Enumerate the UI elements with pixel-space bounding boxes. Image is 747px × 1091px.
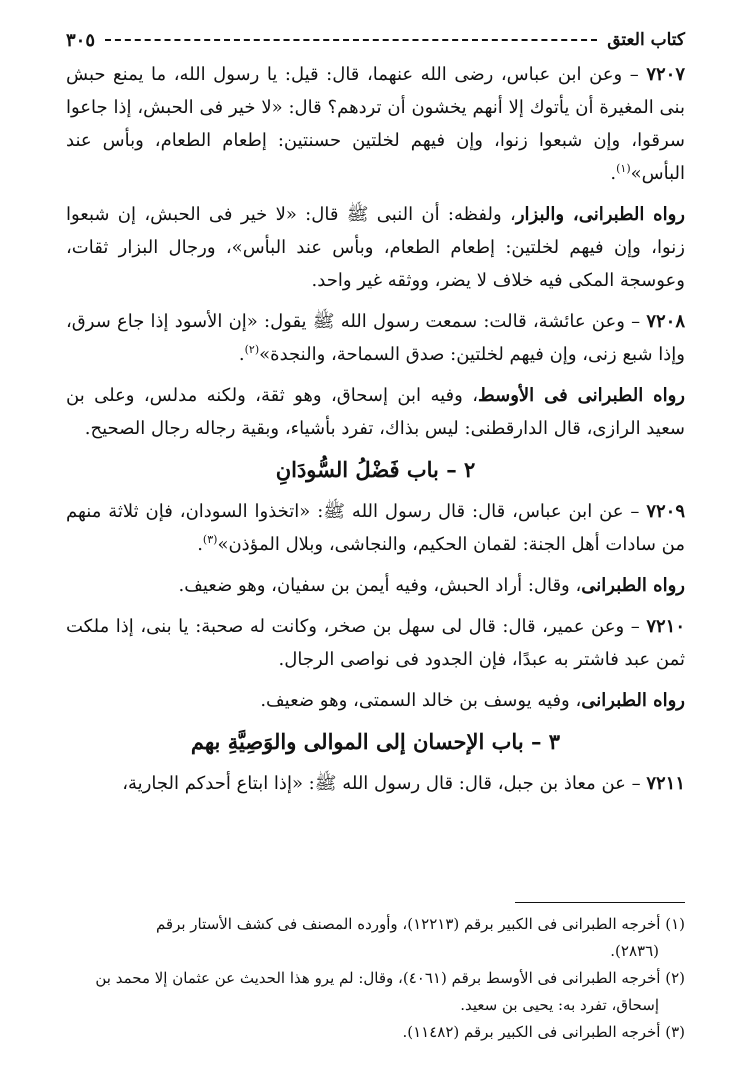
hadith-7210 [66, 610, 685, 676]
hadith-7208 [66, 305, 685, 371]
narration-source: رواه الطبرانى فى الأوسط [478, 385, 685, 406]
hadith-text: – عن ابن عباس، قال: قال رسول الله ﷺ: «اتخذوا السودان، فإن ثلاثة منهم من سادات أهل الجنة: لقمان الحكيم، والنجاشى، وبلال المؤذن» [66, 501, 685, 555]
page-number: ٣٠٥ [66, 29, 96, 51]
chapter-heading-2: ٢ – باب فَضْلُ السُّودَانِ [275, 457, 476, 482]
book-title: كتاب العتق [607, 30, 685, 50]
hadith-7209 [66, 495, 685, 561]
sentence-end: . [238, 344, 245, 365]
footnote-ref: (٢) [244, 343, 260, 356]
hadith-text: – وعن عمير، قال: قال لى سهل بن صخر، وكانت له صحبة: يا بنى، إذا ملكت ثمن عبد فاشتر به عبدًا، فإن الجدود فى نواصى الرجال. [66, 616, 685, 670]
narration-source: رواه الطبرانى [581, 690, 685, 711]
narration-note-4 [66, 684, 685, 717]
narration-text: ، وفيه ابن إسحاق، وهو ثقة، ولكنه مدلس، وعلى بن سعيد الرازى، قال الدارقطنى: ليس بذاك، تفرد بأشياء، وبقية رجاله رجال الصحيح. [66, 385, 685, 439]
narration-note-3 [66, 569, 685, 602]
narration-source: رواه الطبرانى، والبزار [515, 204, 685, 225]
hadith-number: ٧٢٠٨ [646, 311, 685, 332]
page-header [66, 22, 685, 58]
sentence-end: . [197, 534, 203, 555]
hadith-number: ٧٢١١ [646, 773, 685, 794]
narration-note-2 [66, 379, 685, 445]
page-body [66, 58, 685, 800]
footnote-ref: (٣) [202, 533, 218, 546]
chapter-heading-3: ٣ – باب الإحسان إلى الموالى والوَصِيَّةِ بهم [190, 729, 561, 754]
footnote-1: (١) أخرجه الطبرانى فى الكبير برقم (١٢٢١٣)، وأورده المصنف فى كشف الأستار برقم [155, 915, 685, 933]
narration-text: ، وقال: أراد الحبش، وفيه أيمن بن سفيان، وهو ضعيف. [178, 575, 582, 596]
hadith-number: ٧٢١٠ [646, 616, 685, 637]
narration-source: رواه الطبرانى [581, 575, 685, 596]
sentence-end: . [610, 163, 617, 184]
footnote-2: (٢) أخرجه الطبرانى فى الأوسط برقم (٤٠٦١)، وقال: لم يرو هذا الحديث عن عثمان إلا محمد بن [95, 969, 685, 987]
narration-text: ، وفيه يوسف بن خالد السمتى، وهو ضعيف. [260, 690, 582, 711]
footnote-2-continued: إسحاق، تفرد به: يحيى بن سعيد. [460, 996, 659, 1014]
header-dashed-rule [105, 39, 597, 41]
hadith-number: ٧٢٠٩ [646, 501, 685, 522]
footnotes-section [66, 902, 685, 1046]
hadith-text: – عن معاذ بن جبل، قال: قال رسول الله ﷺ: «إذا ابتاع أحدكم الجارية، [122, 773, 647, 794]
hadith-text: – وعن ابن عباس، رضى الله عنهما، قال: قيل: يا رسول الله، ما يمنع حبش بنى المغيرة أن يأتوك إلا أنهم يخشون أن تردهم؟ قال: «لا خير فى الحبش، إذا جاعوا سرقوا، وإن شبعوا زنوا، وإن فيهم لخلتين حسنتين: إطعام الطعام، وبأس عند البأس» [66, 64, 685, 184]
narration-text: ، ولفظه: أن النبى ﷺ قال: «لا خير فى الحبش، إن شبعوا زنوا، وإن فيهم لخلتين: إطعام الطعام، وبأس عند البأس»، ورجال البزار ثقات، وعوسجة المكى فيه خلاف لا يضر، ووثقه غير واحد. [66, 204, 685, 291]
hadith-7207 [66, 58, 685, 190]
hadith-text: – وعن عائشة، قالت: سمعت رسول الله ﷺ يقول: «إن الأسود إذا جاع سرق، وإذا شبع زنى، وإن فيهم لخلتين: صدق السماحة، والنجدة» [66, 311, 685, 365]
narration-note-1 [66, 198, 685, 297]
footnote-3: (٣) أخرجه الطبرانى فى الكبير برقم (١١٤٨٢). [402, 1023, 685, 1041]
hadith-7211 [66, 767, 685, 800]
hadith-number: ٧٢٠٧ [646, 64, 685, 85]
footnote-ref: (١) [616, 162, 631, 175]
footnote-1-continued: (٢٨٣٦). [610, 942, 659, 960]
footnote-separator [515, 902, 685, 903]
